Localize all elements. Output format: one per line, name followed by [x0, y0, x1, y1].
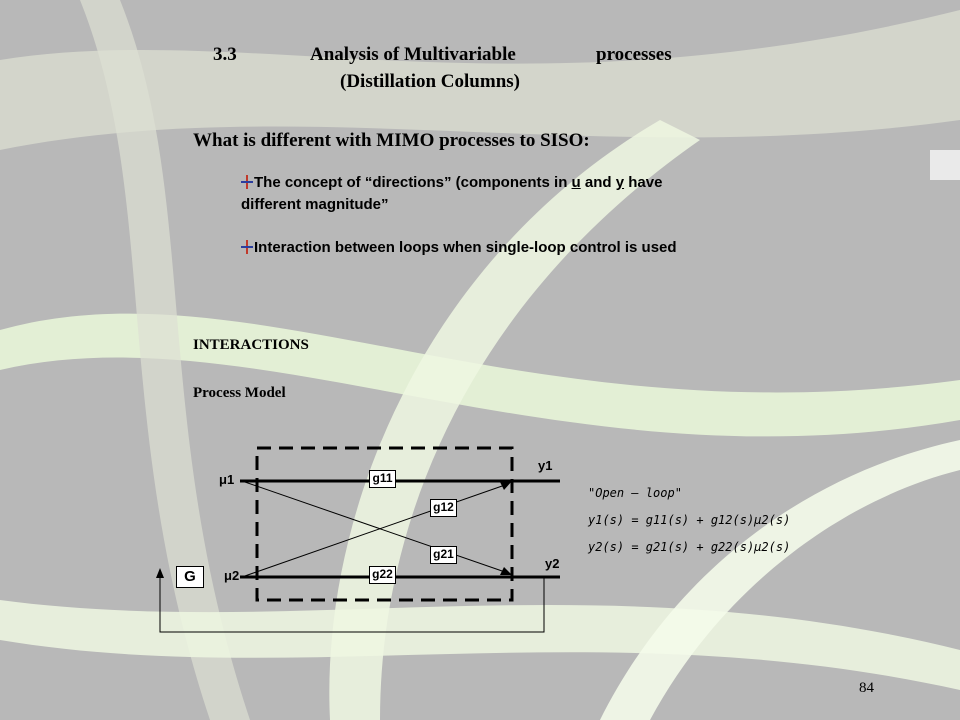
process-model-label: Process Model — [193, 385, 286, 401]
bullet-directions: The concept of “directions” (components in u and y have different magnitude” — [241, 174, 663, 213]
bullet-icon — [241, 175, 253, 189]
page-number: 84 — [859, 680, 874, 696]
block-g22: g22 — [369, 566, 396, 584]
block-g11: g11 — [369, 470, 396, 488]
process-diagram — [150, 440, 570, 640]
block-g12: g12 — [430, 499, 457, 517]
input-mu1: μ1 — [219, 472, 235, 487]
bullet-icon — [241, 240, 253, 254]
bullet-interaction: Interaction between loops when single-loop control is used — [241, 237, 681, 259]
controller-block: G — [176, 566, 204, 588]
output-y1: y1 — [538, 458, 553, 473]
title-line2: (Distillation Columns) — [340, 71, 520, 92]
cross-line-21 — [242, 481, 505, 572]
cross-line-12 — [242, 485, 505, 577]
title-line1b: processes — [596, 44, 672, 65]
subtitle: What is different with MIMO processes to SISO: — [193, 130, 590, 151]
input-mu2: μ2 — [224, 568, 240, 583]
output-y2: y2 — [545, 556, 560, 571]
open-loop-heading: "Open – loop" — [588, 486, 682, 500]
section-interactions: INTERACTIONS — [193, 337, 309, 353]
feedback-line — [160, 577, 544, 632]
equation-y1: y1(s) = g11(s) + g12(s)μ2(s) — [588, 513, 791, 527]
equation-y2: y2(s) = g21(s) + g22(s)μ2(s) — [588, 540, 791, 554]
title-line1: Analysis of Multivariable — [310, 44, 516, 65]
block-g21: g21 — [430, 546, 457, 564]
section-number: 3.3 — [213, 44, 237, 65]
